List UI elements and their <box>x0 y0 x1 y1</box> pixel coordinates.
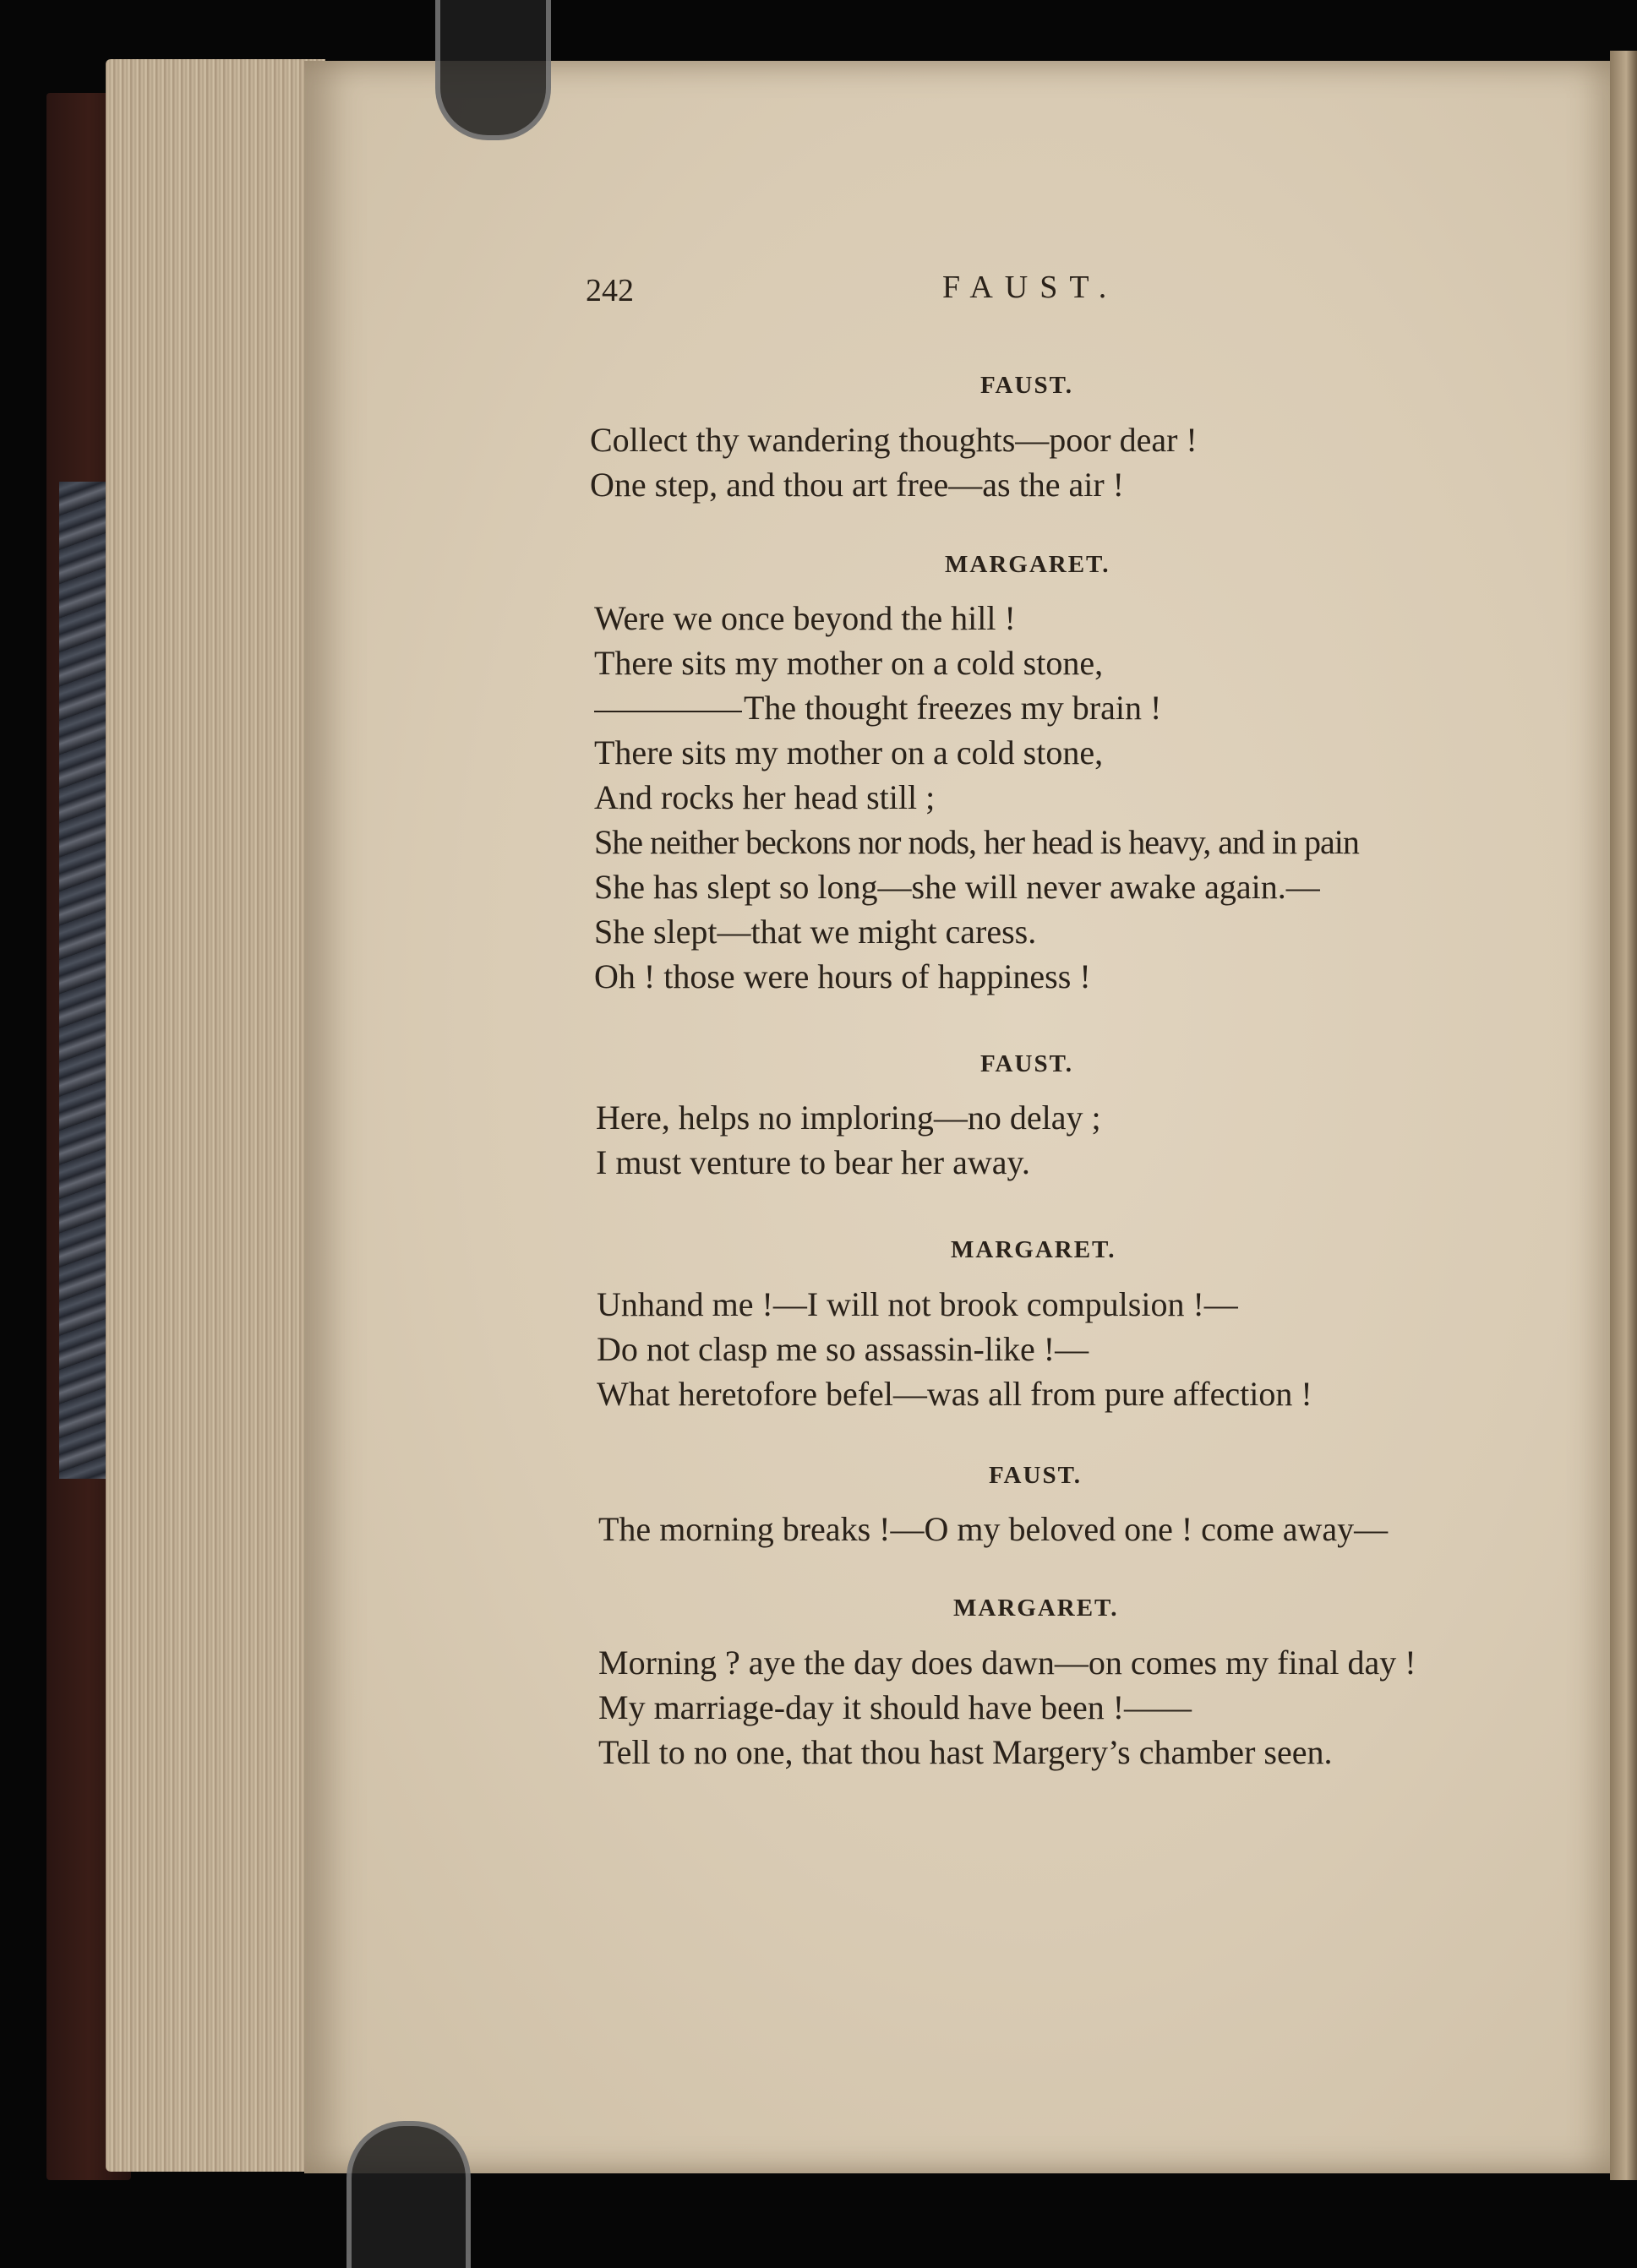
speaker-name: FAUST. <box>980 1050 1074 1077</box>
verse-line <box>594 688 1161 728</box>
verse-line: Here, helps no imploring—no delay ; <box>596 1099 1101 1137</box>
verse-line: Oh ! those were hours of happiness ! <box>594 957 1091 995</box>
verse-line: And rocks her head still ; <box>594 778 936 816</box>
verse-line-text: The thought freezes my brain ! <box>744 689 1162 727</box>
verse-line: My marriage-day it should have been !—— <box>598 1688 1192 1726</box>
facing-page-edge <box>1610 51 1637 2180</box>
speaker-name: FAUST. <box>989 1462 1083 1489</box>
marbled-cover-edge <box>59 482 110 1479</box>
verse-line: Do not clasp me so assassin-like !— <box>597 1330 1089 1368</box>
verse-line: Collect thy wandering thoughts—poor dear ! <box>590 421 1198 459</box>
verse-line: Morning ? aye the day does dawn—on comes my final day ! <box>598 1644 1416 1682</box>
verse-line: Tell to no one, that thou hast Margery’s chamber seen. <box>598 1733 1333 1771</box>
page-edges <box>106 59 325 2172</box>
verse-line: There sits my mother on a cold stone, <box>594 733 1104 771</box>
verse-line: She neither beckons nor nods, her head is heavy, and in pain <box>594 823 1359 861</box>
verse-line: She slept—that we might caress. <box>594 913 1037 951</box>
page-clip-top <box>435 0 551 140</box>
speaker-name: MARGARET. <box>953 1595 1119 1622</box>
page-clip-bottom <box>346 2121 471 2268</box>
page-number: 242 <box>586 273 634 308</box>
em-dash-rule <box>594 711 742 712</box>
speaker-name: MARGARET. <box>951 1236 1116 1263</box>
speaker-name: MARGARET. <box>945 551 1110 578</box>
verse-line: One step, and thou art free—as the air ! <box>590 466 1124 504</box>
verse-line: There sits my mother on a cold stone, <box>594 644 1104 682</box>
verse-line: She has slept so long—she will never awake again.— <box>594 868 1320 906</box>
verse-line: The morning breaks !—O my beloved one ! come away— <box>598 1510 1389 1548</box>
verse-line: Unhand me !—I will not brook compulsion !— <box>597 1285 1238 1323</box>
running-title: FAUST. <box>942 270 1119 305</box>
speaker-name: FAUST. <box>980 372 1074 399</box>
verse-line: I must venture to bear her away. <box>596 1143 1030 1181</box>
verse-line: Were we once beyond the hill ! <box>594 599 1016 637</box>
verse-line: What heretofore befel—was all from pure affection ! <box>597 1375 1312 1413</box>
